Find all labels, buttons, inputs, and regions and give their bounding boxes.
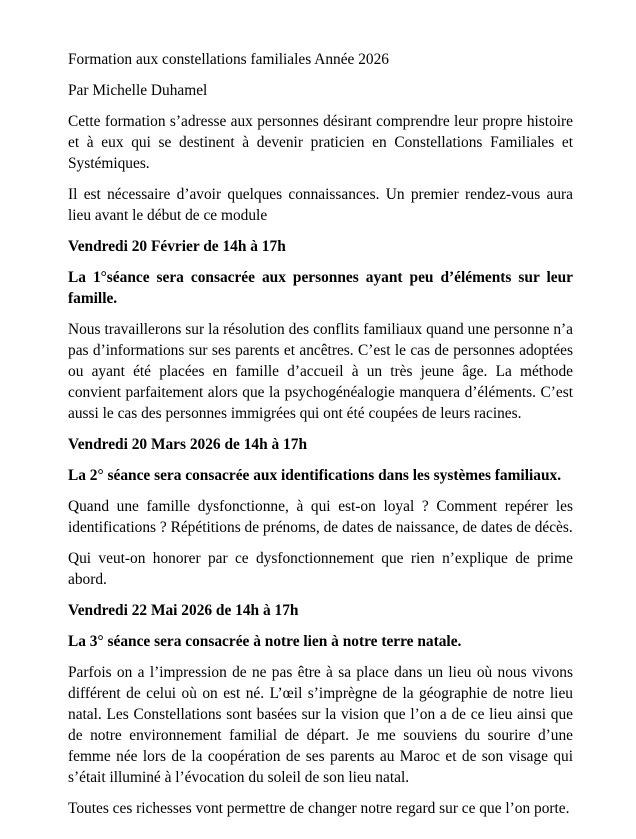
session2-description-2: Qui veut-on honorer par ce dysfonctionnement que rien n’explique de prime abord. [68, 550, 573, 588]
session3-topic-heading: La 3° séance sera consacrée à notre lien à notre terre natale. [68, 633, 462, 650]
session1-description: Nous travaillerons sur la résolution des conflits familiaux quand une personne n’a pas d’informations sur ses parents et ancêtres. C’est le cas de personnes adoptées ou ayant été placées en famille d’accueil à un très jeune âge. La méthode convient parfaitement alors que la psychogénéalogie manquera d’éléments. C’est aussi le cas des personnes immigrées qui ont été coupées de leurs racines. [68, 321, 573, 422]
doc-title: Formation aux constellations familiales Année 2026 [68, 51, 390, 68]
closing-paragraph: Toutes ces richesses vont permettre de changer notre regard sur ce que l’on porte. [68, 800, 570, 817]
intro-paragraph: Cette formation s’adresse aux personnes désirant comprendre leur propre histoire et à eux qui se destinent à devenir praticien en Constellations Familiales et Systémiques. [68, 113, 573, 172]
session2-topic-heading: La 2° séance sera consacrée aux identifications dans les systèmes familiaux. [68, 467, 562, 484]
session1-topic-heading: La 1°séance sera consacrée aux personnes ayant peu d’éléments sur leur famille. [68, 269, 573, 307]
session2-date-heading: Vendredi 20 Mars 2026 de 14h à 17h [68, 436, 308, 453]
author-line: Par Michelle Duhamel [68, 82, 208, 99]
session2-description-1: Quand une famille dysfonctionne, à qui est-on loyal ? Comment repérer les identifications ? Répétitions de prénoms, de dates de naissance, de dates de décès. [68, 498, 573, 536]
prerequisite-paragraph: Il est nécessaire d’avoir quelques connaissances. Un premier rendez-vous aura lieu avant le début de ce module [68, 186, 573, 224]
session3-description: Parfois on a l’impression de ne pas être à sa place dans un lieu où nous vivons différent de celui où on est né. L’œil s’imprègne de la géographie de notre lieu natal. Les Constellations sont basées sur la vision que l’on a de ce lieu ainsi que de notre environnement familial de départ. Je me souviens du sourire d’une femme née lors de la coopération de ses parents au Maroc et de son visage qui s’était illuminé à l’évocation du soleil de son lieu natal. [68, 664, 573, 786]
session1-date-heading: Vendredi 20 Février de 14h à 17h [68, 238, 286, 255]
session3-date-heading: Vendredi 22 Mai 2026 de 14h à 17h [68, 602, 299, 619]
